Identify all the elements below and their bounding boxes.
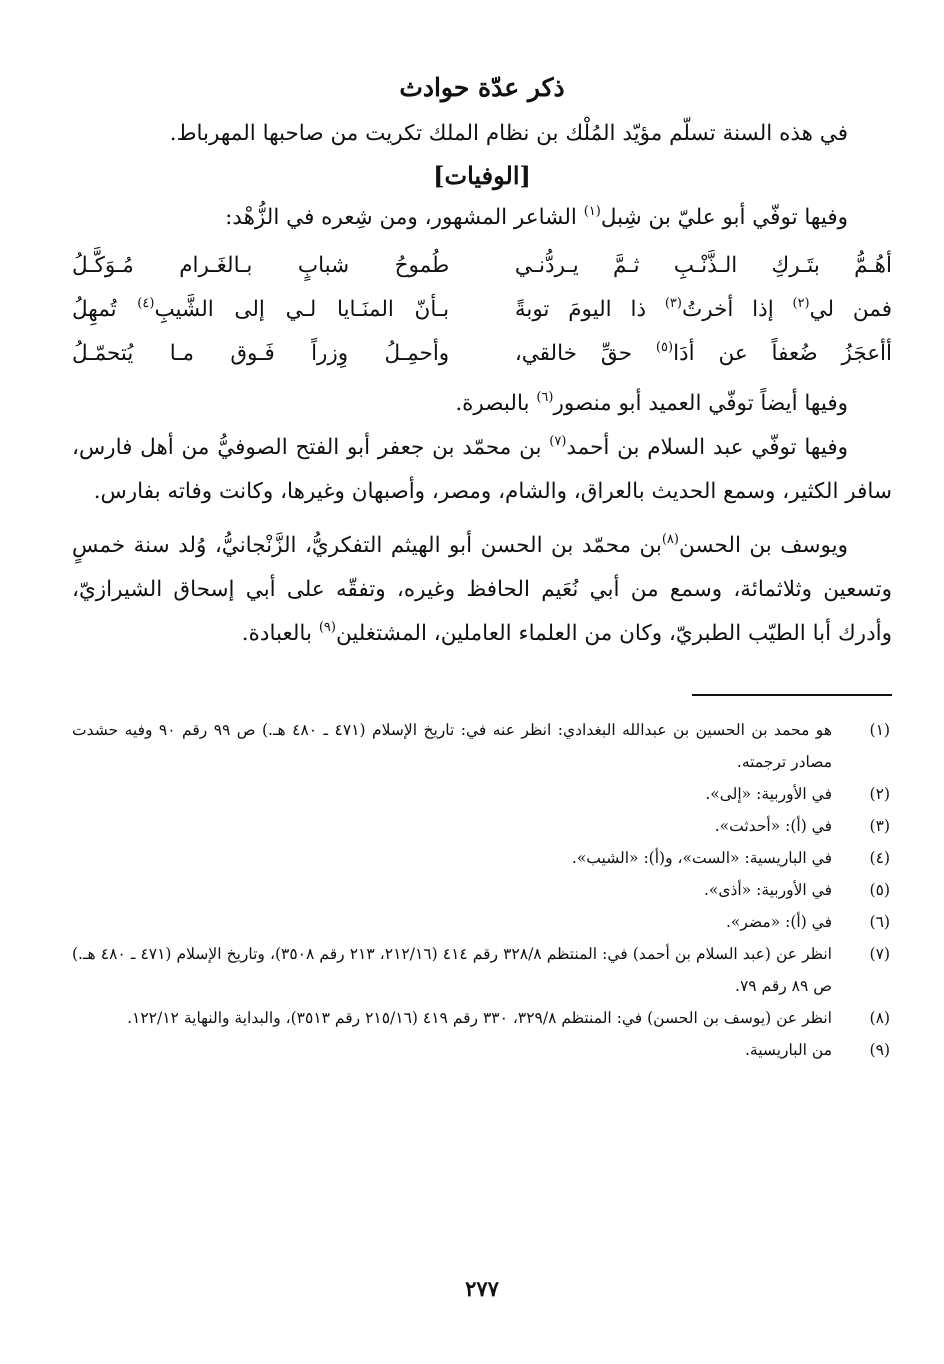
- poem-verse: [72, 288, 892, 332]
- verse-first-hemistich: [515, 332, 892, 376]
- death-paragraph-4: [72, 524, 892, 656]
- hemistich-text: أأعجَزُ ضُعفاً عن أدَا: [673, 341, 892, 366]
- footnote-ref: (٩): [318, 620, 336, 635]
- footnote-number: (١): [869, 721, 890, 739]
- footnote-text: من الباريسية.: [745, 1041, 832, 1059]
- footnote-text: انظر عن (يوسف بن الحسن) في: المنتظم ٣٢٩/٨، ٣٣٠ رقم ٤١٩ (٢١٥/١٦ رقم ٣٥١٣)، والبداية والنهاية ١٢٢/١٢.: [127, 1009, 832, 1027]
- death-paragraph-3: [72, 426, 892, 514]
- footnote-text: في الأوربية: «أذى».: [703, 881, 832, 899]
- footnote-divider: [692, 694, 892, 696]
- paragraph-text: وفيها توفّي أبو عليّ بن شِبل: [600, 205, 848, 230]
- paragraph-text: ويوسف بن الحسن: [678, 533, 848, 558]
- footnote-ref: (٥): [655, 340, 674, 355]
- footnote: [72, 1002, 892, 1034]
- footnote: [72, 1034, 892, 1066]
- book-page: [72, 66, 892, 1326]
- footnote: [72, 714, 892, 778]
- footnote-ref: (٢): [792, 296, 810, 311]
- footnote: [72, 842, 892, 874]
- footnote-number: (٢): [869, 785, 890, 803]
- death-paragraph-1: [72, 196, 892, 240]
- paragraph-text: وفيها أيضاً توفّي العميد أبو منصور: [553, 391, 848, 416]
- verse-second-hemistich: [72, 244, 449, 288]
- verse-first-hemistich: [515, 244, 892, 288]
- poem: [72, 244, 892, 376]
- footnote-number: (٨): [869, 1009, 890, 1027]
- hemistich-text: طُموحُ شبابٍ بـالغَـرام مُـوَكَّـلُ: [72, 253, 450, 278]
- footnote-text: في (أ): «أحدثت».: [714, 817, 832, 835]
- footnote: [72, 778, 892, 810]
- paragraph-text: الشاعر المشهور، ومن شِعره في الزُّهْد:: [225, 205, 584, 230]
- footnote-number: (٩): [869, 1041, 890, 1059]
- poem-verse: [72, 244, 892, 288]
- chapter-heading: ذكر عدّة حوادث: [399, 73, 565, 102]
- page-number: ٢٧٧: [465, 1276, 499, 1301]
- hemistich-text: بـأنّ المنَـايا لـي إلى الشَّيبِ: [154, 297, 450, 322]
- footnote-text: في الباريسية: «الست»، و(أ): «الشيب».: [571, 849, 832, 867]
- footnote-text: انظر عن (عبد السلام بن أحمد) في: المنتظم ٣٢٨/٨ رقم ٤١٤ (٢١٢/١٦، ٢١٣ رقم ٣٥٠٨)، وتاريخ الإسلام (٤٧١ ـ ٤٨٠ هـ.) ص ٨٩ رقم ٧٩.: [72, 945, 832, 995]
- footnote-number: (٣): [869, 817, 890, 835]
- footnote: [72, 810, 892, 842]
- footnote-ref: (٦): [536, 390, 554, 405]
- verse-first-hemistich: [515, 288, 892, 332]
- death-paragraph-2: [72, 382, 892, 426]
- hemistich-text: تُمهِلُ: [72, 297, 138, 322]
- footnote-text: في الأوربية: «إلى».: [705, 785, 832, 803]
- poem-verse: [72, 332, 892, 376]
- footnote-text: هو محمد بن الحسين بن عبدالله البغدادي: انظر عنه في: تاريخ الإسلام (٤٧١ ـ ٤٨٠ هـ.) ص ٩٩ رقم ٩٠ وفيه حشدت مصادر ترجمته.: [72, 721, 832, 771]
- paragraph-text: بالعبادة.: [241, 621, 319, 646]
- event-paragraph: في هذه السنة تسلّم مؤيّد المُلْك بن نظام الملك تكريت من صاحبها المهرباط.: [169, 121, 848, 146]
- hemistich-text: وأحمِـلُ وِزراً فَـوق مـا يُتحمّـلُ: [72, 341, 450, 366]
- hemistich-text: أهُـمُّ بتَـركِ الـذَّنْـبِ ثـمَّ يـردُّنـي: [514, 253, 892, 278]
- hemistich-text: حقِّ خالقي،: [514, 341, 656, 366]
- paragraph-text: وفيها توفّي عبد السلام بن أحمد: [566, 435, 848, 460]
- footnote-ref: (٤): [137, 296, 155, 311]
- footnote: [72, 938, 892, 1002]
- paragraph-text: بن محمّد بن الحسن أبو الهيثم التفكريُّ، الزَّنْجانيُّ، وُلد سنة خمسٍ وتسعين وثلاثمائة، وسمع من أبي نُعَيم الحافظ وغيره، وتفقّه على أبي إسحاق الشيرازيّ، وأدرك أبا الطيّب الطبريّ، وكان من العلماء العاملين، المشتغلين: [72, 533, 892, 646]
- hemistich-text: فمن لي: [809, 297, 892, 322]
- footnote-ref: (٧): [549, 434, 567, 449]
- footnote-number: (٤): [869, 849, 890, 867]
- footnote-number: (٦): [869, 913, 890, 931]
- footnote-ref: (٨): [661, 532, 679, 547]
- verse-second-hemistich: [72, 332, 449, 376]
- section-title: [الوفيات]: [433, 161, 531, 190]
- paragraph-text: بن محمّد بن جعفر أبو الفتح الصوفيُّ من أهل فارس، سافر الكثير، وسمع الحديث بالعراق، والشام، ومصر، وأصبهان وغيرها، وكانت وفاته بفارس.: [72, 435, 892, 504]
- footnote-number: (٥): [869, 881, 890, 899]
- paragraph-text: بالبصرة.: [455, 391, 537, 416]
- footnote: [72, 874, 892, 906]
- hemistich-text: إذا أخرتُ: [681, 297, 793, 322]
- footnotes: [72, 714, 892, 1066]
- footnote-number: (٧): [869, 945, 890, 963]
- footnote: [72, 906, 892, 938]
- footnote-ref: (١): [583, 204, 601, 219]
- footnote-ref: (٣): [664, 296, 682, 311]
- verse-second-hemistich: [72, 288, 449, 332]
- hemistich-text: ذا اليومَ توبةً: [514, 297, 665, 322]
- footnote-text: في (أ): «مضر».: [726, 913, 832, 931]
